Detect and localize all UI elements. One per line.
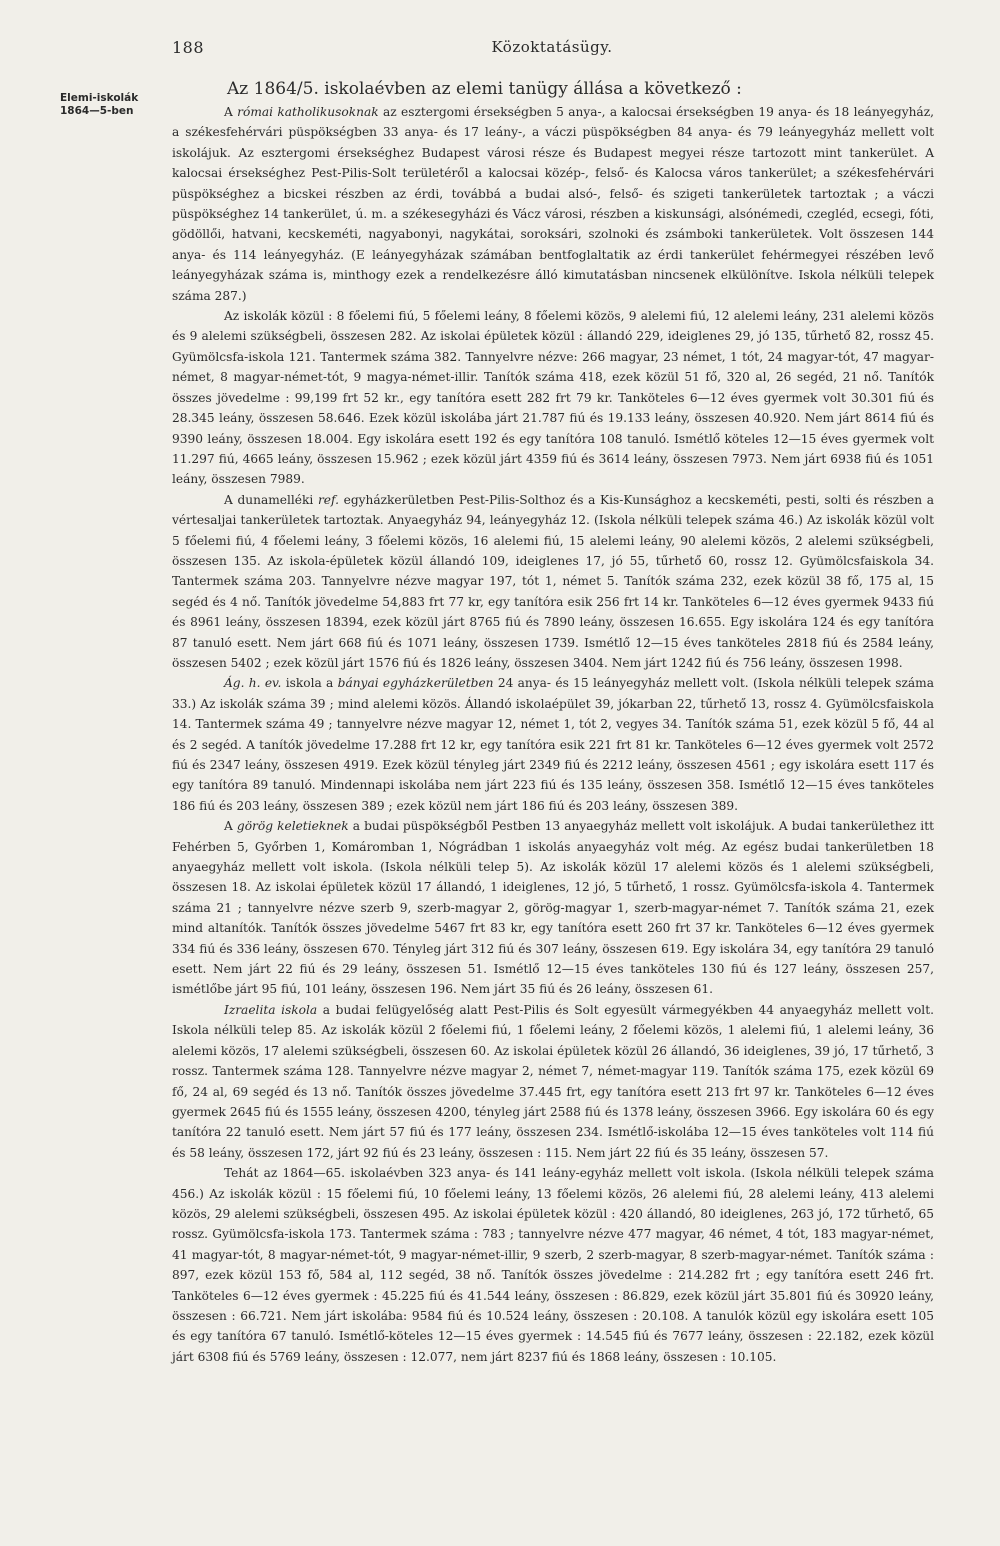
paragraph-school-statistics: Az iskolák közül : 8 főelemi fiú, 5 főelemi leány, 8 főelemi közös, 9 alelemi fiú, 12 alelemi leány, 231 alelemi közös és 9 alelemi szükségbeli, összesen 282. Az iskolai épületek közül : állandó 229, ideiglenes 29, jó 135, tűrhető 82, rossz 45. Gyümölcsfa-iskola 121. Tantermek száma 382. Tannyelvre nézve: 266 magyar, 23 német, 1 tót, 24 magyar-tót, 47 magyar-német, 8 magyar-német-tót, 9 magya-német-illir. Tanítók száma 418, ezek közül 51 fő, 320 al, 26 segéd, 21 nő. Tanítók összes jövedelme : 99,199 frt 52 kr., egy tanítóra esett 282 frt 79 kr. Tanköteles 6—12 éves gyermek volt 30.301 fiú és 28.345 leány, összesen 58.646. Ezek közül iskolába járt 21.787 fiú és 19.133 leány, összesen 40.920. Nem járt 8614 fiú és 9390 leány, összesen 18.004. Egy iskolára esett 192 és egy tanítóra 108 tanuló. Ismétlő köteles 12—15 éves gyermek volt 11.297 fiú, 4665 leány, összesen 15.962 ; ezek közül járt 4359 fiú és 3614 leány, összesen 7973. Nem járt 6938 fiú és 1051 leány, összesen 7989.: [172, 309, 934, 487]
margin-note: [60, 92, 170, 118]
margin-note-line-1: Elemi-iskolák: [60, 92, 139, 104]
paragraph-summary: Tehát az 1864—65. iskolaévben 323 anya- és 141 leány-egyház mellett volt iskola. (Iskola nélküli telepek száma 456.) Az iskolák közül : 15 főelemi fiú, 10 főelemi leány, 13 főelemi közös, 26 alelemi fiú, 28 alelemi leány, 413 alelemi közös, 29 alelemi szükségbeli, összesen 495. Az iskolai épületek közül : 420 állandó, 80 ideiglenes, 263 jó, 172 tűrhető, 65 rossz. Gyümölcsfa-iskola 173. Tantermek száma : 783 ; tannyelvre nézve 477 magyar, 46 német, 4 tót, 183 magyar-német, 41 magyar-tót, 8 magyar-német-tót, 9 magyar-német-illir, 9 szerb, 2 szerb-magyar, 8 szerb-magyar-német. Tanítók száma : 897, ezek közül 153 fő, 584 al, 112 segéd, 38 nő. Tanítók összes jövedelme : 214.282 frt ; egy tanítóra esett 246 frt. Tanköteles 6—12 éves gyermek : 45.225 fiú és 41.544 leány, összesen : 86.829, ezek közül járt 35.801 fiú és 30920 leány, összesen : 66.721. Nem járt iskolába: 9584 fiú és 10.524 leány, összesen : 20.108. A tanulók közül egy iskolára esett 105 és egy tanítóra 67 tanuló. Ismétlő-köteles 12—15 éves gyermek : 14.545 fiú és 7677 leány, összesen : 22.182, ezek közül járt 6308 fiú és 5769 leány, összesen : 12.077, nem járt 8237 fiú és 1868 leány, összesen : 10.105.: [172, 1166, 934, 1364]
p3-em: ref.: [317, 492, 339, 507]
paragraph-reformed: [172, 490, 934, 674]
p4-post: 24 anya- és 15 leányegyház mellett volt. (Iskola nélküli telepek száma 33.) Az iskolák száma 39 ; mind alelemi közös. Állandó iskolaépület 39, jókarban 22, tűrhető 13, rossz 4. Gyümölcsfaiskola 14. Tantermek száma 49 ; tannyelvre nézve magyar 12, német 1, tót 2, vegyes 34. Tanítók száma 51, ezek közül 5 fő, 44 al és 2 segéd. A tanítók jövedelme 17.288 frt 12 kr, egy tanítóra esik 221 frt 81 kr. Tanköteles 6—12 éves gyermek volt 2572 fiú és 2347 leány, összesen 4919. Ezek közül tényleg járt 2349 fiú és 2212 leány, összesen 4561 ; egy iskolára esett 117 és egy tanítóra 89 tanuló. Mindennapi iskolába nem járt 223 fiú és 135 leány, összesen 358. Ismétlő 12—15 éves tanköteles 186 fiú és 203 leány, összesen 389 ; ezek közül nem járt 186 fiú és 203 leány, összesen 389.: [172, 676, 934, 813]
p5-em: görög keletieknek: [236, 819, 349, 834]
p3-pre: A dunamelléki: [224, 492, 318, 507]
paragraph-greek-orthodox: [172, 816, 934, 1000]
paragraph-israelite: [172, 1000, 934, 1163]
p5-pre: A: [224, 819, 237, 834]
page-header: [172, 38, 932, 60]
p4-mid: iskola a: [281, 676, 338, 691]
p5-post: a budai püspökségből Pestben 13 anyaegyház mellett volt iskolájuk. A budai tankerülethez itt Fehérben 5, Győrben 1, Komáromban 1, Nógrádban 1 iskolás anyaegyház volt még. Az egész budai tankerületben 18 anyaegyház mellett volt iskola. (Iskola nélküli telep 5). Az iskolák közül 17 alelemi közös és 1 alelemi szükségbeli, összesen 18. Az iskolai épületek közül 17 állandó, 1 ideiglenes, 12 jó, 5 tűrhető, 1 rossz. Gyümölcsfa-iskola 4. Tantermek száma 21 ; tannyelvre nézve szerb 9, szerb-magyar 2, görög-magyar 1, szerb-magyar-német 7. Tanítók száma 21, ezek mind altanítók. Tanítók összes jövedelme 5467 frt 83 kr, egy tanítóra esett 260 frt 37 kr. Tanköteles 6—12 éves gyermek 334 fiú és 336 leány, összesen 670. Tényleg járt 312 fiú és 307 leány, összesen 619. Egy iskolára 34, egy tanítóra 29 tanuló esett. Nem járt 22 fiú és 29 leány, összesen 51. Ismétlő 12—15 éves tanköteles 130 fiú és 127 leány, összesen 257, ismétlőbe járt 95 fiú, 101 leány, összesen 196. Nem járt 35 fiú és 26 leány, összesen 61.: [172, 819, 934, 997]
section-heading: Az 1864/5. iskolaévben az elemi tanügy állása a következő :: [227, 79, 742, 99]
p4-em2: bányai egyházkerületben: [337, 676, 494, 691]
p4-em1: Ág. h. ev.: [224, 676, 282, 691]
p1-em: római katholikusoknak: [237, 105, 379, 119]
p6-em: Izraelita iskola: [224, 1002, 318, 1017]
page-number: 188: [172, 38, 205, 57]
paragraph-lutheran: [172, 673, 934, 816]
running-head: Közoktatásügy.: [491, 38, 613, 56]
p1-post: az esztergomi érsekségben 5 anya-, a kalocsai érsekségben 19 anya- és 18 leányegyház, a székesfehérvári püspökségben 33 anya- és 17 leány-, a váczi püspökségben 84 anya- és 79 leányegyház mellett volt iskolájuk. Az esztergomi érsekséghez Budapest városi része és Budapest megyei része tartozott mint tankerület. A kalocsai érsekséghez Pest-Pilis-Solt területéről a kalocsai közép-, felső- és Kalocsa város tankerület; a székesfehérvári püspökséghez a bicskei részben az érdi, továbbá a budai alsó-, felső- és szigeti tankerületek tartoztak ; a váczi püspökséghez 14 tankerület, ú. m. a székesegyházi és Vácz városi, részben a kiskunsági, alsónémedi, czegléd, ecsegi, fóti, gödöllői, hatvani, kecskeméti, nagyabonyi, nagykátai, soroksári, szolnoki és zsámboki tankerületek. Volt összesen 144 anya- és 114 leányegyház. (E leányegyházak számában bentfoglaltatik az érdi tankerület fehérmegyei részében levő leányegyházak száma is, minthogy ezek a rendelkezésre álló kimutatásban nincsenek elkülönítve. Iskola nélküli telepek száma 287.): [172, 105, 934, 303]
p3-post: egyházkerületben Pest-Pilis-Solthoz és a Kis-Kunsághoz a kecskeméti, pesti, solti és részben a vértesaljai tankerületek tartoztak. Anyaegyház 94, leányegyház 12. (Iskola nélküli telepek száma 46.) Az iskolák közül volt 5 főelemi fiú, 4 főelemi leány, 3 főelemi közös, 16 alelemi fiú, 15 alelemi leány, 90 alelemi közös, 2 alelemi szükségbeli, összesen 135. Az iskola-épületek közül állandó 109, ideiglenes 17, jó 55, tűrhető 60, rossz 12. Gyümölcsfaiskola 34. Tantermek száma 203. Tannyelvre nézve magyar 197, tót 1, német 5. Tanítók száma 232, ezek közül 38 fő, 175 al, 15 segéd és 4 nő. Tanítók jövedelme 54,883 frt 77 kr, egy tanítóra esik 256 frt 14 kr. Tanköteles 6—12 éves gyermek 9433 fiú és 8961 leány, összesen 18394, ezek közül járt 8765 fiú és 7890 leány, összesen 16.655. Egy iskolára 124 és egy tanítóra 87 tanuló esett. Nem járt 668 fiú és 1071 leány, összesen 1739. Ismétlő 12—15 éves tanköteles 2818 fiú és 2584 leány, összesen 5402 ; ezek közül járt 1576 fiú és 1826 leány, összesen 3404. Nem járt 1242 fiú és 756 leány, összesen 1998.: [172, 492, 934, 670]
p6-post: a budai felügyelőség alatt Pest-Pilis és Solt egyesült vármegyékben 44 anyaegyház mellett volt. Iskola nélküli telep 85. Az iskolák közül 2 főelemi fiú, 1 főelemi leány, 2 főelemi közös, 1 alelemi fiú, 1 alelemi leány, 36 alelemi közös, 17 alelemi szükségbeli, összesen 60. Az iskolai épületek közül 26 állandó, 36 ideiglenes, 39 jó, 17 tűrhető, 3 rossz. Tantermek száma 128. Tannyelvre nézve magyar 2, német 7, német-magyar 119. Tanítók száma 175, ezek közül 69 fő, 24 al, 69 segéd és 13 nő. Tanítók összes jövedelme 37.445 frt, egy tanítóra esett 213 frt 97 kr. Tanköteles 6—12 éves gyermek 2645 fiú és 1555 leány, összesen 4200, tényleg járt 2588 fiú és 1378 leány, összesen 3966. Egy iskolára 60 és egy tanítóra 22 tanuló esett. Nem járt 57 fiú és 177 leány, összesen 234. Ismétlő-iskolába 12—15 éves tanköteles volt 114 fiú és 58 leány, összesen 172, járt 92 fiú és 23 leány, összesen : 115. Nem járt 22 fiú és 35 leány, összesen 57.: [172, 1002, 934, 1160]
margin-note-line-2: 1864—5-ben: [60, 105, 134, 117]
p1-pre: A: [224, 105, 238, 119]
paragraph-roman-catholic: [172, 102, 934, 306]
page-body: [172, 76, 934, 1367]
